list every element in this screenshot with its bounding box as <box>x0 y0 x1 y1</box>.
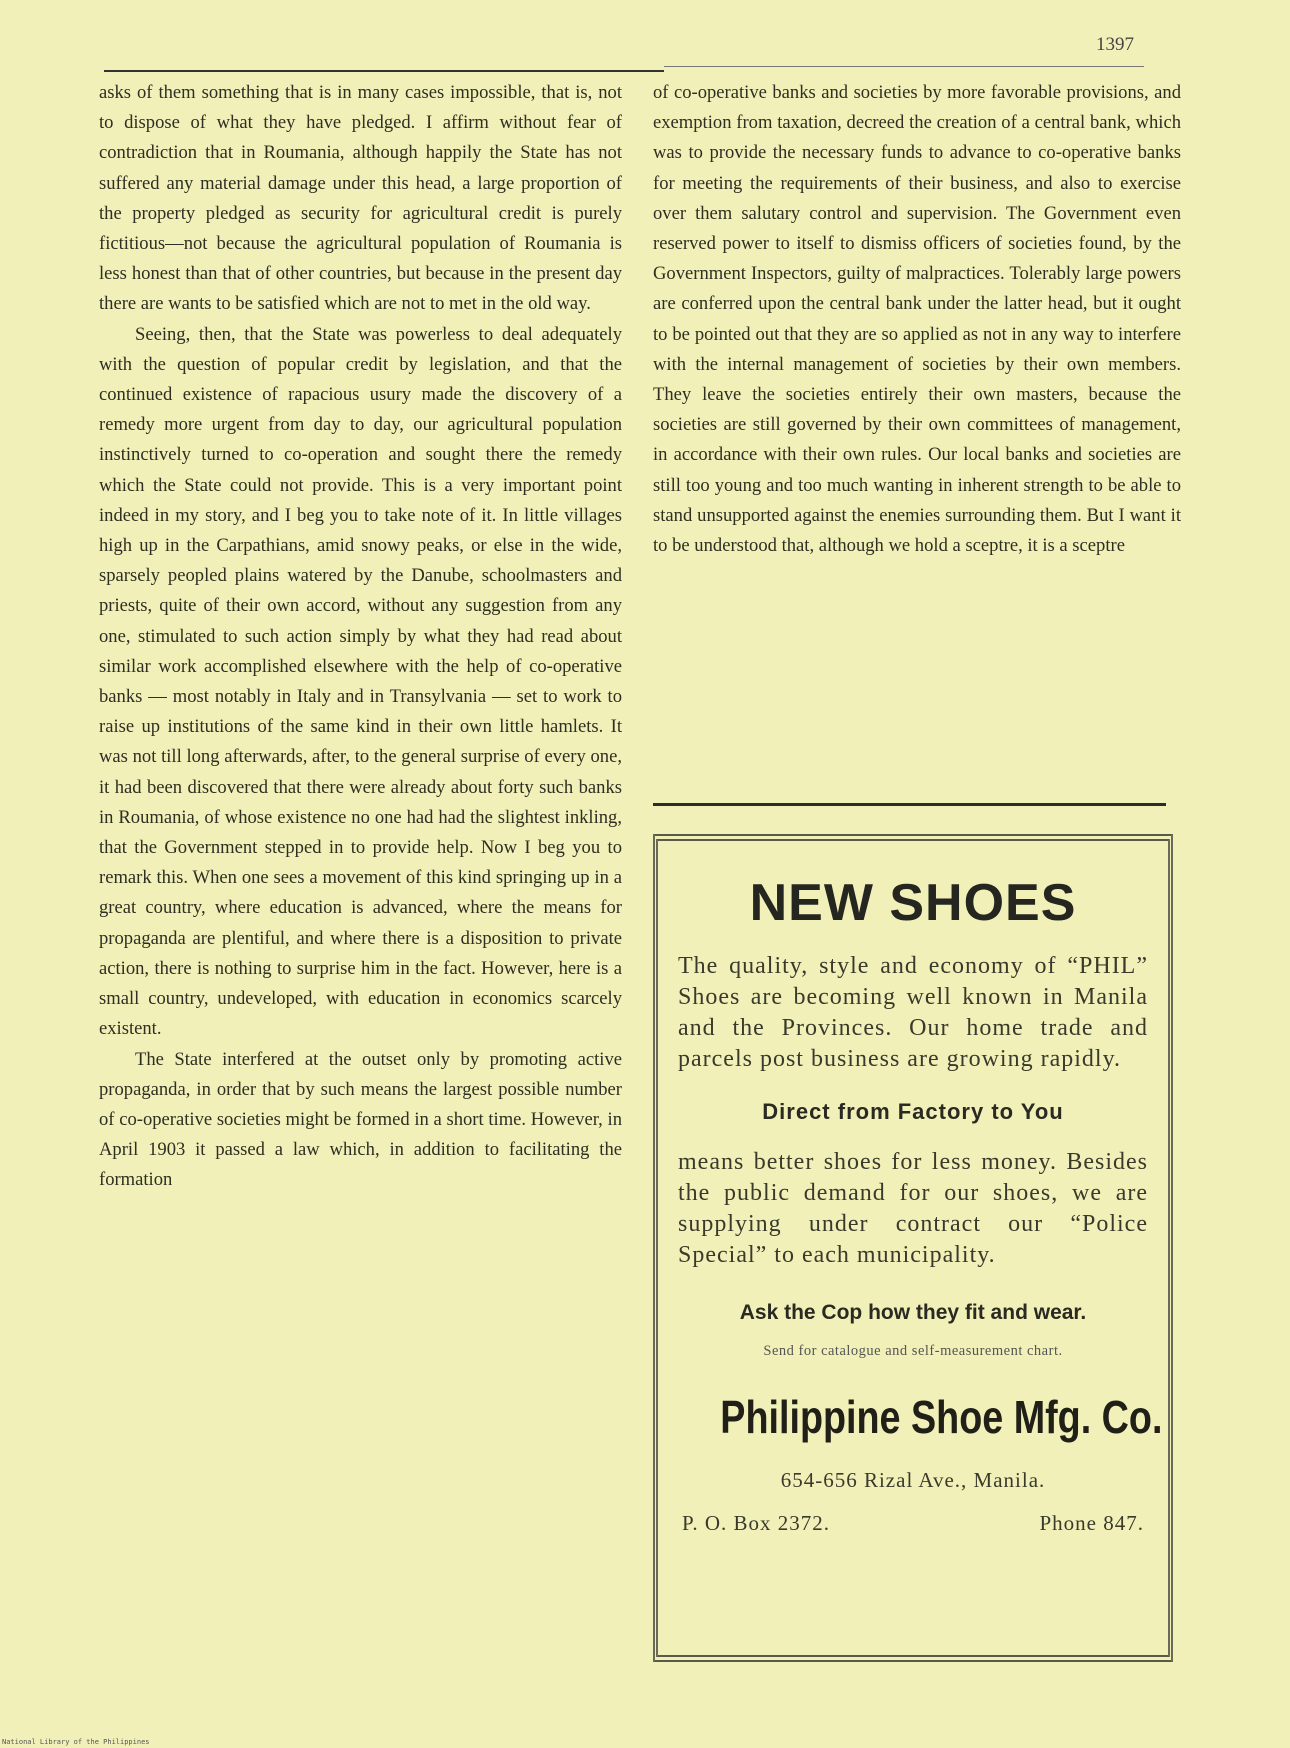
top-rule <box>104 70 664 72</box>
article-paragraph-2: Seeing, then, that the State was powerless to deal adequately with the question of popular credit by legislation, and that the continued existence of rapacious usury made the discovery of a remedy more urgent from day to day, our agricultural population instinctively turned to co-operation and sought there the remedy which the State could not provide. This is a very important point indeed in my story, and I beg you to take note of it. In little villages high up in the Carpathians, amid snowy peaks, or else in the wide, sparsely peopled plains watered by the Danube, schoolmasters and priests, quite of their own accord, without any suggestion from any one, stimulated to such action simply by what they had read about similar work accomplished elsewhere with the help of co-operative banks — most notably in Italy and in Transylvania — set to work to raise up institutions of the same kind in their own little hamlets. It was not till long afterwards, after, to the general surprise of every one, it had been discovered that there were already about forty such banks in Roumania, of whose existence no one had had the slightest inkling, that the Government stepped in to provide help. Now I beg you to remark this. When one sees a movement of this kind springing up in a great country, where education is advanced, where the means for propaganda are plentiful, and where there is a disposition to private action, there is nothing to surprise him in the fact. However, here is a small country, undeveloped, with education in economics scarcely existent. <box>99 323 622 1040</box>
ad-title: NEW SHOES <box>749 874 1077 932</box>
ad-tagline: Ask the Cop how they fit and wear. <box>739 1301 1087 1324</box>
footer-credit: National Library of the Philippines <box>2 1738 150 1746</box>
ad-address: 654-656 Rizal Ave., Manila. <box>780 1468 1046 1492</box>
article-end-rule <box>653 803 1166 806</box>
ad-slogan: Direct from Factory to You <box>762 1099 1064 1124</box>
page-number: 1397 <box>1096 34 1134 55</box>
top-rule-right <box>664 66 1144 67</box>
shoe-advertisement <box>653 834 1173 1662</box>
article-left-column <box>99 78 622 1196</box>
ad-phone: Phone 847. <box>1039 1511 1144 1535</box>
ad-company-name: Philippine Shoe Mfg. Co. <box>720 1391 1163 1443</box>
ad-intro: The quality, style and economy of “PHIL” Shoes are becoming well known in Manila and the Provinces. Our home trade and parcels post business are growing rapidly. <box>678 953 1148 1072</box>
article-paragraph-1: asks of them something that is in many cases impossible, that is, not to dispose of what they have pledged. I affirm without fear of contradiction that in Roumania, although happily the State has not suffered any material damage under this head, a large proportion of the property pledged as security for agricultural credit is purely fictitious—not because the agricultural population of Roumania is less honest than that of other countries, but because in the present day there are wants to be satisfied which are not to met in the old way. <box>99 82 622 315</box>
article-right-column <box>653 78 1181 561</box>
article-paragraph-4: of co-operative banks and societies by more favorable provisions, and exemption from taxation, decreed the creation of a central bank, which was to provide the necessary funds to advance to co-operative banks for meeting the requirements of their business, and also to exercise over them salutary control and supervision. The Government even reserved power to itself to dismiss officers of societies found, by the Government Inspectors, guilty of malpractices. Tolerably large powers are conferred upon the central bank under the latter head, but it ought to be pointed out that they are so applied as not in any way to interfere with the internal management of societies by their own members. They leave the societies entirely their own masters, because the societies are still governed by their own committees of management, in accordance with their own rules. Our local banks and societies are still too young and too much wanting in inherent strength to be able to stand unsupported against the enemies surrounding them. But I want it to be understood that, although we hold a sceptre, it is a sceptre <box>653 82 1181 557</box>
ad-po-box: P. O. Box 2372. <box>682 1511 831 1535</box>
ad-body: means better shoes for less money. Besides the public demand for our shoes, we are supplying under contract our “Police Special” to each municipality. <box>678 1149 1148 1268</box>
ad-catalogue-note: Send for catalogue and self-measurement chart. <box>763 1343 1063 1359</box>
article-paragraph-3: The State interfered at the outset only by promoting active propaganda, in order that by such means the largest possible number of co-operative societies might be formed in a short time. However, in April 1903 it passed a law which, in addition to facilitating the formation <box>99 1048 622 1191</box>
ad-contact-row <box>678 1511 1148 1536</box>
